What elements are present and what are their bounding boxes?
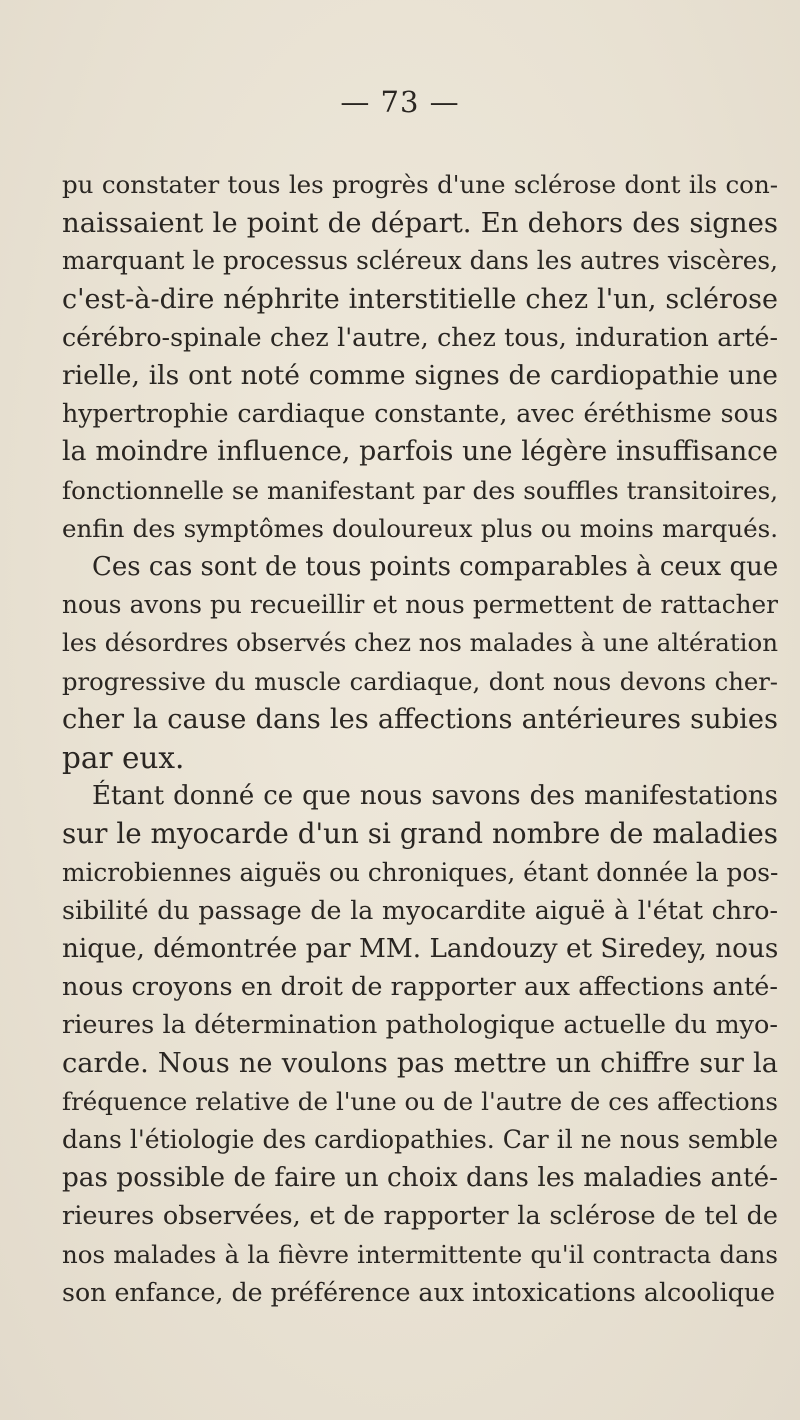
text-line: Étant donné ce que nous savons des manifestations bbox=[92, 781, 778, 812]
text-line: fréquence relative de l'une ou de l'autre de ces affections bbox=[62, 1086, 778, 1116]
body-text bbox=[62, 166, 778, 1312]
text-line: c'est-à-dire néphrite interstitielle chez l'un, sclérose bbox=[62, 283, 778, 315]
text-line: les désordres observés chez nos malades à une altération bbox=[62, 628, 779, 658]
text-line: dans l'étiologie des cardiopathies. Car il ne nous semble bbox=[62, 1125, 778, 1155]
text-line: Ces cas sont de tous points comparables à ceux que bbox=[92, 552, 779, 583]
text-line: la moindre influence, parfois une légère insuffisance bbox=[62, 436, 778, 468]
text-line: cher la cause dans les affections antérieures subies bbox=[62, 703, 778, 735]
text-line: naissaient le point de départ. En dehors des signes bbox=[62, 207, 778, 240]
text-line: son enfance, de préférence aux intoxications alcoolique bbox=[62, 1277, 776, 1307]
text-line: marquant le processus scléreux dans les autres viscères, bbox=[62, 246, 778, 276]
text-line: microbiennes aiguës ou chroniques, étant donnée la pos- bbox=[62, 857, 779, 887]
text-line: progressive du muscle cardiaque, dont nous devons cher- bbox=[62, 666, 778, 696]
text-line: par eux. bbox=[62, 741, 185, 776]
text-line: sibilité du passage de la myocardite aiguë à l'état chro- bbox=[62, 895, 778, 925]
text-line: nique, démontrée par MM. Landouzy et Siredey, nous bbox=[62, 934, 779, 965]
page-number: — 73 — bbox=[340, 85, 460, 119]
text-line: rieures observées, et de rapporter la sclérose de tel de bbox=[62, 1201, 778, 1232]
text-line: hypertrophie cardiaque constante, avec éréthisme sous bbox=[62, 399, 778, 429]
text-line: rieures la détermination pathologique actuelle du myo- bbox=[62, 1010, 778, 1041]
text-line: nous avons pu recueillir et nous permettent de rattacher bbox=[62, 590, 778, 620]
text-line: pu constater tous les progrès d'une sclérose dont ils con- bbox=[62, 170, 778, 199]
text-line: nos malades à la fièvre intermittente qu'il contracta dans bbox=[62, 1239, 778, 1269]
text-line: cérébro-spinale chez l'autre, chez tous, induration arté- bbox=[62, 322, 778, 352]
text-line: pas possible de faire un choix dans les maladies anté- bbox=[62, 1163, 778, 1194]
text-line: nous croyons en droit de rapporter aux affections anté- bbox=[62, 972, 778, 1003]
text-line: sur le myocarde d'un si grand nombre de maladies bbox=[62, 817, 778, 851]
text-line: rielle, ils ont noté comme signes de cardiopathie une bbox=[62, 360, 778, 392]
text-line: enfin des symptômes douloureux plus ou moins marqués. bbox=[62, 513, 778, 543]
text-line: carde. Nous ne voulons pas mettre un chiffre sur la bbox=[62, 1047, 778, 1079]
text-line: fonctionnelle se manifestant par des souffles transitoires, bbox=[62, 475, 778, 505]
